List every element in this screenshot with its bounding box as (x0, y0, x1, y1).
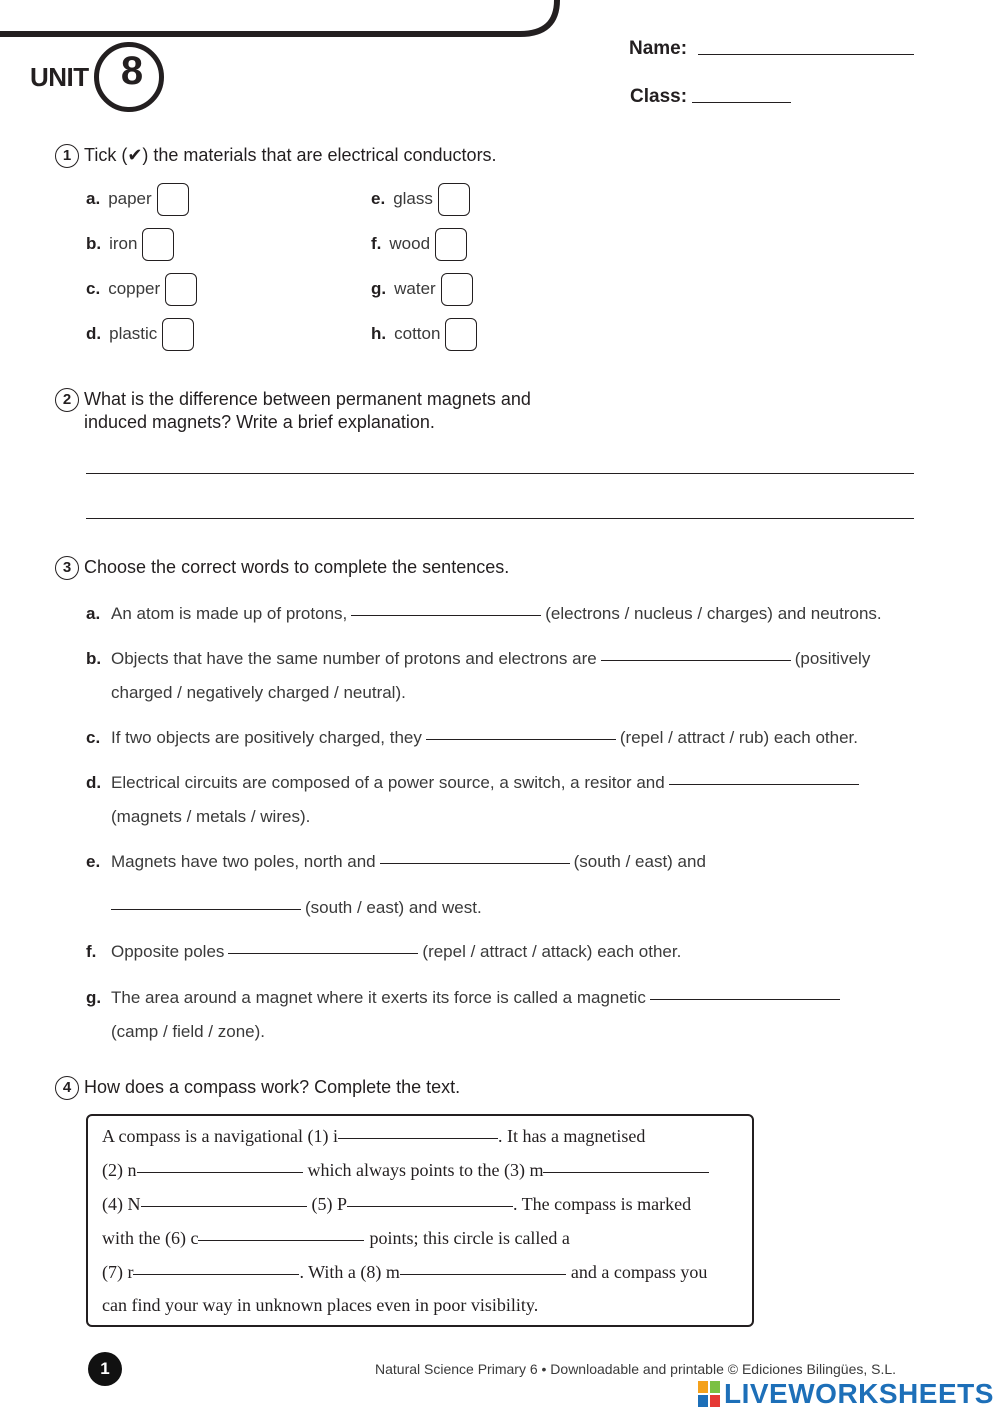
q2-answer-line-2[interactable] (86, 518, 914, 519)
liveworksheets-logo-icon (698, 1381, 720, 1407)
q4-number: 4 (55, 1076, 79, 1100)
unit-number: 8 (120, 49, 144, 93)
q3-blank-d[interactable] (669, 783, 859, 785)
compass-blank-5[interactable] (347, 1205, 513, 1207)
compass-blank-4[interactable] (141, 1205, 307, 1207)
q3-blank-a[interactable] (351, 614, 541, 616)
compass-line-5: (7) r . With a (8) m and a compass you (102, 1262, 708, 1282)
q1-title-text: Tick (✔) the materials that are electrical conductors. (84, 145, 497, 165)
compass-line-4: with the (6) c points; this circle is called a (102, 1228, 570, 1248)
q1-number: 1 (55, 144, 79, 168)
footer-credit: Natural Science Primary 6 • Downloadable and printable © Ediciones Bilingües, S.L. (375, 1361, 897, 1377)
q3-sentence-e: e. Magnets have two poles, north and (south / east) and (86, 852, 706, 871)
q3-sentence-c: c. If two objects are positively charged, they (repel / attract / rub) each other. (86, 728, 859, 747)
q2-title (55, 388, 531, 412)
tick-box-glass[interactable] (438, 183, 470, 216)
list-item: d. plastic (86, 316, 197, 352)
q3-number: 3 (55, 556, 79, 580)
tick-box-iron[interactable] (142, 228, 174, 261)
class-label: Class: (630, 86, 688, 107)
page-number: 1 (88, 1352, 122, 1386)
tick-box-wood[interactable] (435, 228, 467, 261)
q3-title-text: Choose the correct words to complete the sentences. (84, 557, 510, 577)
list-item: b. iron (86, 226, 197, 262)
q3-blank-e1[interactable] (380, 862, 570, 864)
list-item: g. water (371, 271, 477, 307)
q3-blank-g[interactable] (650, 998, 840, 1000)
name-label: Name: (629, 38, 688, 59)
compass-blank-8[interactable] (400, 1273, 566, 1275)
tick-box-plastic[interactable] (162, 318, 194, 351)
list-item: a. paper (86, 181, 197, 217)
compass-blank-2[interactable] (137, 1171, 303, 1173)
liveworksheets-brand: LIVEWORKSHEETS (724, 1378, 994, 1409)
q2-number: 2 (55, 388, 79, 412)
q2-answer-line-1[interactable] (86, 473, 914, 474)
q3-sentence-f: f. Opposite poles (repel / attract / attack) each other. (86, 942, 682, 961)
tick-box-cotton[interactable] (445, 318, 477, 351)
tick-box-copper[interactable] (165, 273, 197, 306)
list-item: h. cotton (371, 316, 477, 352)
q3-sentence-g: g. The area around a magnet where it exerts its force is called a magnetic (86, 988, 844, 1008)
list-item: e. glass (371, 181, 477, 217)
q3-sentence-a: a. An atom is made up of protons, (electrons / nucleus / charges) and neutrons. (86, 604, 882, 623)
q3-sentence-b-line2: charged / negatively charged / neutral). (111, 683, 406, 702)
q3-blank-e2[interactable] (111, 908, 301, 910)
name-field[interactable] (698, 54, 914, 55)
q3-sentence-d: d. Electrical circuits are composed of a power source, a switch, a resitor and (86, 773, 863, 793)
q3-blank-b[interactable] (601, 659, 791, 661)
q3-blank-f[interactable] (228, 952, 418, 954)
q3-blank-c[interactable] (426, 738, 616, 740)
unit-label: UNIT (30, 62, 89, 92)
q3-title (55, 556, 509, 580)
q2-title-line2: induced magnets? Write a brief explanation. (84, 412, 435, 432)
tick-box-paper[interactable] (157, 183, 189, 216)
q1-right-column (371, 181, 477, 352)
q2-title-line1: What is the difference between permanent magnets and (84, 389, 531, 409)
list-item: f. wood (371, 226, 477, 262)
compass-blank-7[interactable] (133, 1273, 299, 1275)
compass-line-3: (4) N (5) P . The compass is marked (102, 1194, 692, 1214)
q4-title (55, 1076, 460, 1100)
tick-box-water[interactable] (441, 273, 473, 306)
q3-sentence-e-line2: (south / east) and west. (107, 898, 482, 918)
q4-title-text: How does a compass work? Complete the text. (84, 1077, 461, 1097)
q3-sentence-g-line2: (camp / field / zone). (111, 1022, 266, 1041)
compass-line-2: (2) n which always points to the (3) m (102, 1160, 709, 1181)
compass-blank-3[interactable] (543, 1171, 709, 1173)
compass-blank-1[interactable] (338, 1137, 498, 1139)
compass-line-1: A compass is a navigational (1) i . It has a magnetised (102, 1126, 646, 1146)
compass-line-6: can find your way in unknown places even in poor visibility. (102, 1295, 539, 1315)
list-item: c. copper (86, 271, 197, 307)
header-decorative-curve (0, 0, 570, 45)
compass-blank-6[interactable] (198, 1239, 364, 1241)
class-field[interactable] (692, 102, 791, 103)
q1-left-column (86, 181, 197, 352)
q1-title (55, 144, 497, 168)
q3-sentence-b: b. Objects that have the same number of protons and electrons are (positively (86, 649, 871, 668)
q3-sentence-d-line2: (magnets / metals / wires). (111, 807, 311, 826)
